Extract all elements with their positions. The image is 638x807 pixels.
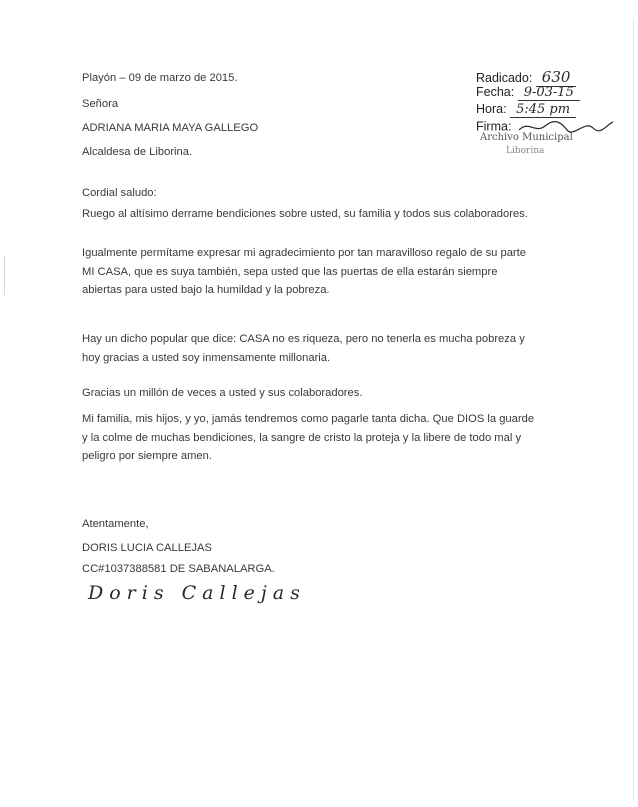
paragraph-2: Igualmente permítame expresar mi agradecimiento por tan maravilloso regalo de su parte MI CASA, que es suya también, sepa usted que las puertas de ella estarán siempre abiertas para usted bajo la humildad y la pobreza. <box>82 247 526 296</box>
signer-id: CC#1037388581 DE SABANALARGA. <box>82 563 275 575</box>
recipient-role: Alcaldesa de Liborina. <box>82 146 193 158</box>
fecha-row <box>476 85 580 100</box>
paragraph-4: Gracias un millón de veces a usted y sus colaboradores. <box>82 387 363 399</box>
stamp-office-line1: Archivo Municipal <box>480 132 573 143</box>
closing: Atentamente, <box>82 518 149 530</box>
fecha-label: Fecha: <box>476 85 515 99</box>
paragraph-1: Ruego al altísimo derrame bendiciones sobre usted, su familia y todos sus colaboradores. <box>82 208 528 220</box>
reception-stamp <box>476 68 626 188</box>
salutation-title: Señora <box>82 98 119 110</box>
paragraph-3: Hay un dicho popular que dice: CASA no es riqueza, pero no tenerla es mucha pobreza y hoy gracias a usted soy inmensamente millonaria. <box>82 333 525 364</box>
hora-row <box>476 102 576 117</box>
paragraph-5: Mi familia, mis hijos, y yo, jamás tendremos como pagarle tanta dicha. Que DIOS la guarde y la colme de muchas bendiciones, la sangre de cristo la proteja y la libere de todo mal y peligro por siempre amen. <box>82 413 535 462</box>
stamp-office-line2: Liborina <box>506 146 545 156</box>
firma-label: Firma: <box>476 119 512 134</box>
signer-name: DORIS LUCIA CALLEJAS <box>82 542 212 554</box>
handwritten-signature: Doris Callejas <box>88 582 306 604</box>
scan-mark-left <box>4 255 5 295</box>
hora-value: 5:45 pm <box>510 102 576 118</box>
hora-label: Hora: <box>476 102 507 116</box>
greeting: Cordial saludo: <box>82 187 157 199</box>
scan-mark-right <box>633 20 634 800</box>
radicado-row <box>476 68 576 86</box>
radicado-value: 630 <box>536 68 577 87</box>
place-date: Playón – 09 de marzo de 2015. <box>82 72 238 84</box>
recipient-name: ADRIANA MARIA MAYA GALLEGO <box>82 122 259 134</box>
fecha-value: 9-03-15 <box>518 85 580 101</box>
radicado-label: Radicado: <box>476 71 533 85</box>
